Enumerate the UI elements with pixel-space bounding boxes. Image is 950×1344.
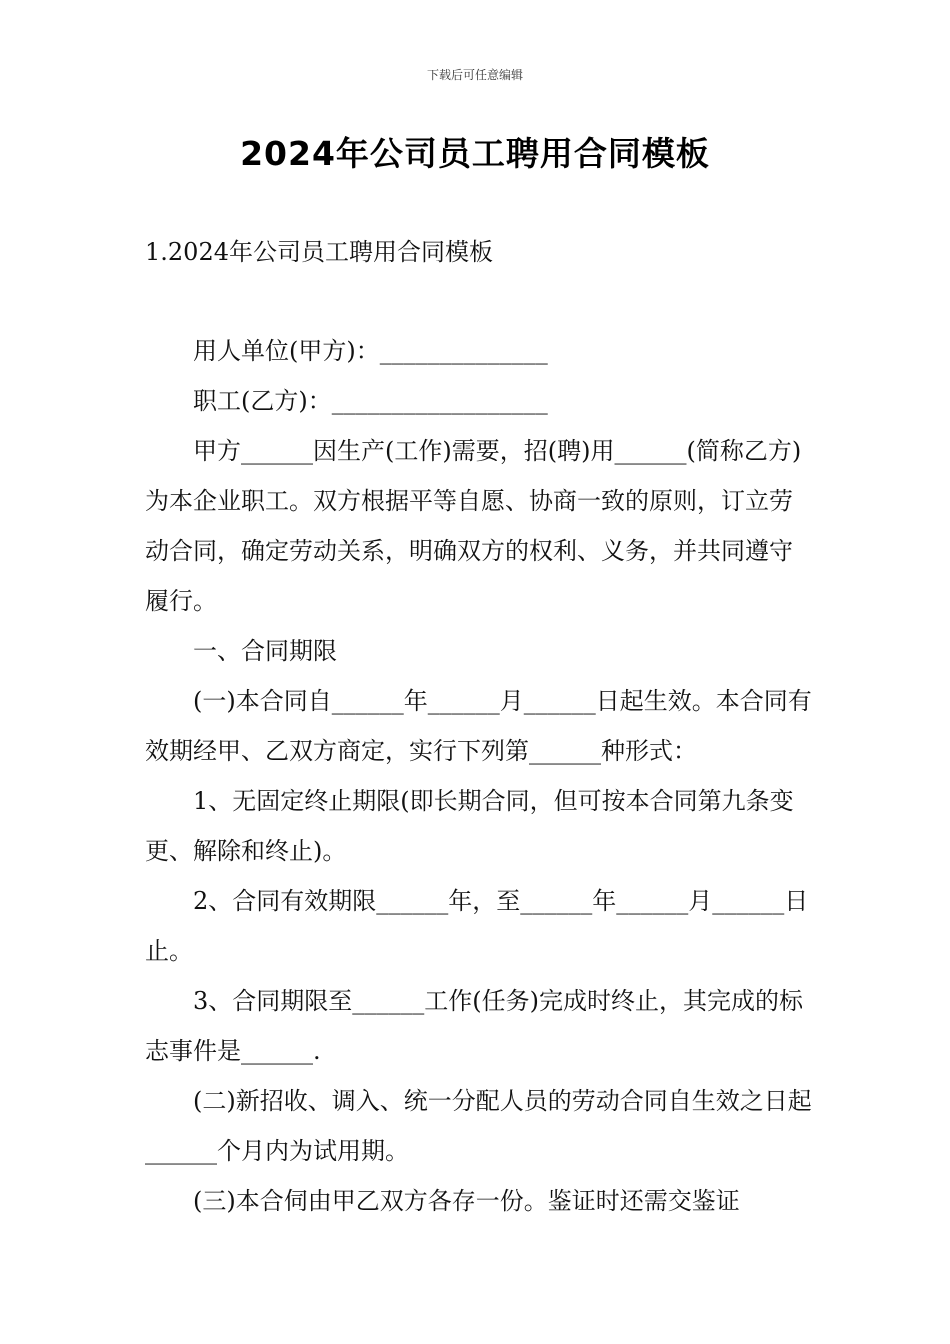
document-body	[145, 326, 815, 1226]
header-note: 下载后可任意编辑	[426, 68, 523, 82]
document-title: 2024年公司员工聘用合同模板	[240, 134, 710, 173]
section-subtitle: 1.2024年公司员工聘用合同模板	[145, 238, 493, 266]
term-option-3: 3、合同期限至______工作(任务)完成时终止，其完成的标志事件是______.	[145, 987, 803, 1065]
intro-paragraph: 甲方______因生产(工作)需要，招(聘)用______(简称乙方)为本企业职工。双方根据平等自愿、协商一致的原则，订立劳动合同，确定劳动关系，明确双方的权利、义务，并共同遵守履行。	[145, 437, 802, 615]
party-b-line: 职工(乙方)：__________________	[193, 387, 548, 415]
term-option-2: 2、合同有效期限______年，至______年______月______日止。	[145, 887, 809, 965]
clause-2-paragraph: (二)新招收、调入、统一分配人员的劳动合同自生效之日起______个月内为试用期。	[145, 1087, 812, 1165]
party-a-line: 用人单位(甲方)：______________	[193, 337, 548, 365]
term-option-1: 1、无固定终止期限(即长期合同，但可按本合同第九条变更、解除和终止)。	[145, 787, 794, 865]
clause-3-paragraph: (三)本合伺由甲乙双方各存一份。鉴证时还需交鉴证	[193, 1187, 740, 1215]
clause-1-paragraph: (一)本合同自______年______月______日起生效。本合同有效期经甲、乙双方商定，实行下列第______种形式：	[145, 687, 812, 765]
section-heading-term: 一、合同期限	[193, 637, 337, 665]
